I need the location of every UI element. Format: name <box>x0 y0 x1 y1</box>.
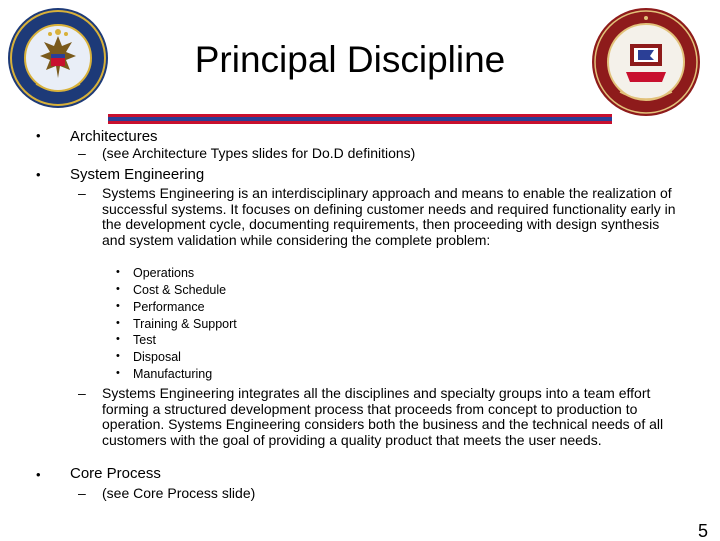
bullet-marker: • <box>36 167 41 182</box>
sub-core-process-note: (see Core Process slide) <box>102 485 256 501</box>
bullet-marker: • <box>116 300 120 312</box>
slide-title: Principal Discipline <box>194 39 506 80</box>
list-item-performance: Performance <box>133 300 205 314</box>
dash-marker: – <box>78 185 86 201</box>
list-item-disposal: Disposal <box>133 350 181 364</box>
bullet-marker: • <box>116 367 120 379</box>
bullet-marker: • <box>36 128 41 143</box>
bullet-architectures: Architectures <box>70 128 158 145</box>
bullet-marker: • <box>116 350 120 362</box>
bullet-marker: • <box>116 333 120 345</box>
list-item-manufacturing: Manufacturing <box>133 367 213 381</box>
list-item-test: Test <box>133 333 156 347</box>
dash-marker: – <box>78 145 86 161</box>
sub-architectures-note: (see Architecture Types slides for Do.D definitions) <box>102 145 416 161</box>
bullet-marker: • <box>36 467 41 482</box>
sub-se-definition: Systems Engineering is an interdisciplinary approach and means to enable the realization of successful systems. It focuses on defining customer needs and required functionality early in the development cycle, documenting requirements, then proceeding with design synthesis and system validation while considering the complete problem: <box>102 185 676 248</box>
bullet-marker: • <box>116 266 120 278</box>
dash-marker: – <box>78 485 86 501</box>
list-item-operations: Operations <box>133 266 195 280</box>
list-item-training-support: Training & Support <box>133 317 237 331</box>
page-number: 5 <box>698 521 709 541</box>
sub-se-integration: Systems Engineering integrates all the disciplines and specialty groups into a team effort forming a structured development process that proceeds from concept to production to operation. Systems Engineering considers both the business and the technical needs of all customers with the goal of providing a quality product that meets the user needs. <box>102 385 664 448</box>
bullet-marker: • <box>116 317 120 329</box>
bullet-core-process: Core Process <box>70 465 161 482</box>
list-item-cost-schedule: Cost & Schedule <box>133 283 227 297</box>
dash-marker: – <box>78 385 86 401</box>
bullet-system-engineering: System Engineering <box>70 166 205 183</box>
bullet-marker: • <box>116 283 120 295</box>
